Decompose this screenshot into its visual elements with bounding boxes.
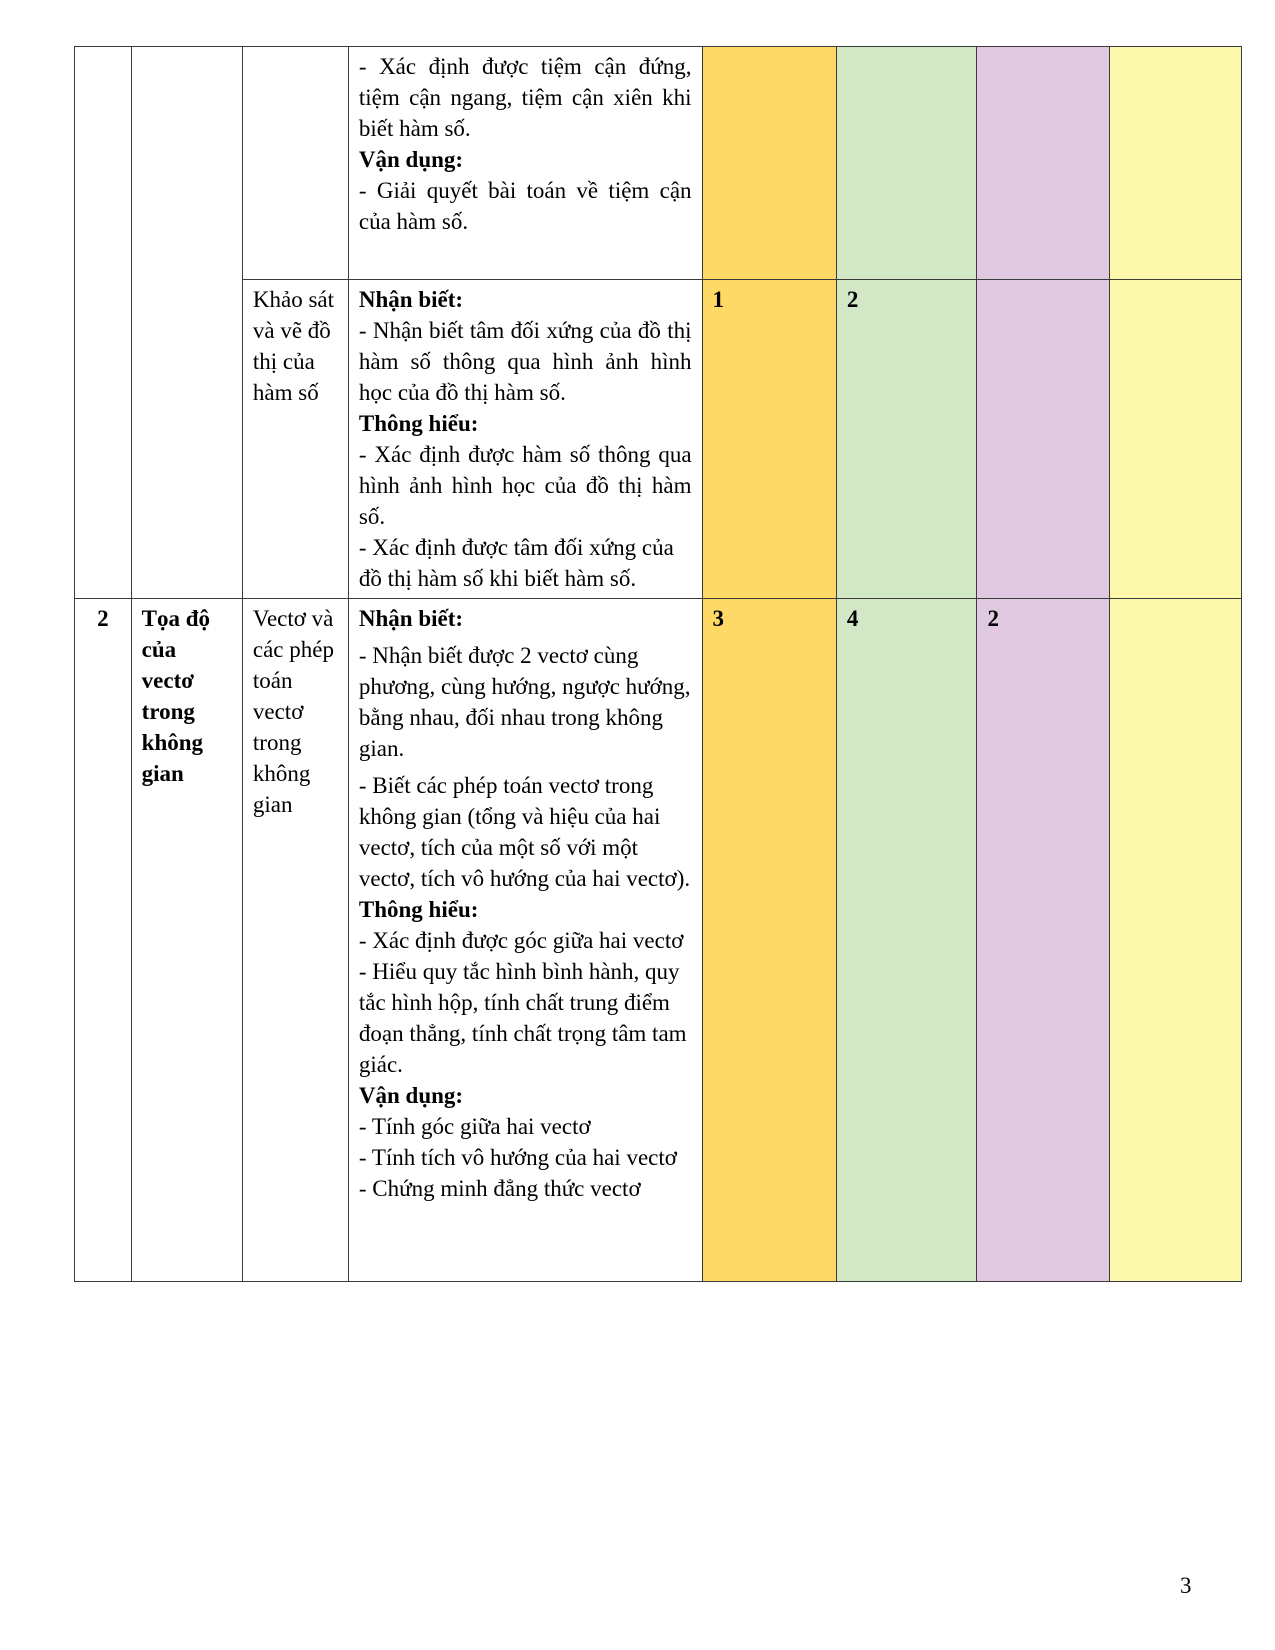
level-1-count: 1 bbox=[702, 280, 836, 599]
requirement-line: - Nhận biết được 2 vectơ cùng phương, cùng hướng, ngược hướng, bằng nhau, đối nhau trong không gian. bbox=[358, 643, 691, 761]
topic-cell: Tọa độ của vectơ trong không gian bbox=[131, 599, 242, 1282]
topic-cell bbox=[131, 47, 242, 599]
requirement-line: - Xác định được góc giữa hai vectơ bbox=[358, 928, 684, 953]
requirement-line: - Hiểu quy tắc hình bình hành, quy tắc hình hộp, tính chất trung điểm đoạn thẳng, tính chất trọng tâm tam giác. bbox=[358, 959, 687, 1077]
level-3-count: 2 bbox=[977, 599, 1109, 1282]
requirement-line: - Xác định được tâm đối xứng của đồ thị hàm số khi biết hàm số. bbox=[358, 535, 674, 591]
requirement-level-label: Nhận biết: bbox=[358, 287, 464, 312]
level-3-count bbox=[977, 280, 1109, 599]
level-1-count: 3 bbox=[702, 599, 836, 1282]
page-number: 3 bbox=[1180, 1573, 1192, 1598]
requirement-level-label: Thông hiểu: bbox=[358, 411, 479, 436]
requirement-level-label: Nhận biết: bbox=[358, 606, 464, 631]
requirement-line: - Xác định được tiệm cận đứng, tiệm cận ngang, tiệm cận xiên khi biết hàm số. bbox=[358, 54, 692, 141]
requirement-line: - Biết các phép toán vectơ trong không gian (tổng và hiệu của hai vectơ, tích của một số với một vectơ, tích vô hướng của hai vectơ). bbox=[358, 773, 691, 891]
level-3-count bbox=[977, 47, 1109, 280]
requirements-cell bbox=[348, 280, 702, 599]
requirement-level-label: Thông hiểu: bbox=[358, 897, 479, 922]
level-2-count: 4 bbox=[836, 599, 977, 1282]
requirement-line: - Xác định được hàm số thông qua hình ảnh hình học của đồ thị hàm số. bbox=[358, 442, 692, 529]
level-4-count bbox=[1109, 599, 1241, 1282]
topic-number-cell bbox=[75, 47, 132, 599]
unit-cell: Khảo sát và vẽ đồ thị của hàm số bbox=[242, 280, 348, 599]
unit-cell bbox=[242, 47, 348, 280]
requirement-level-label: Vận dụng: bbox=[358, 1083, 464, 1108]
requirements-cell bbox=[348, 599, 702, 1282]
level-4-count bbox=[1109, 280, 1241, 599]
requirements-cell bbox=[348, 47, 702, 280]
requirement-line: - Tính góc giữa hai vectơ bbox=[358, 1114, 591, 1139]
requirement-level-label: Vận dụng: bbox=[358, 147, 464, 172]
topic-number-cell: 2 bbox=[75, 599, 132, 1282]
requirement-line: - Nhận biết tâm đối xứng của đồ thị hàm số thông qua hình ảnh hình học của đồ thị hàm số. bbox=[358, 318, 692, 405]
table-row bbox=[75, 47, 1242, 280]
level-1-count bbox=[702, 47, 836, 280]
content-matrix-table bbox=[74, 46, 1242, 1282]
level-4-count bbox=[1109, 47, 1241, 280]
level-2-count bbox=[836, 47, 977, 280]
unit-cell: Vectơ và các phép toán vectơ trong không gian bbox=[242, 599, 348, 1282]
level-2-count: 2 bbox=[836, 280, 977, 599]
table-row bbox=[75, 599, 1242, 1282]
requirement-line: - Chứng minh đẳng thức vectơ bbox=[358, 1176, 641, 1201]
requirement-line: - Tính tích vô hướng của hai vectơ bbox=[358, 1145, 677, 1170]
table-row bbox=[75, 280, 1242, 599]
requirement-line: - Giải quyết bài toán về tiệm cận của hàm số. bbox=[358, 178, 692, 234]
